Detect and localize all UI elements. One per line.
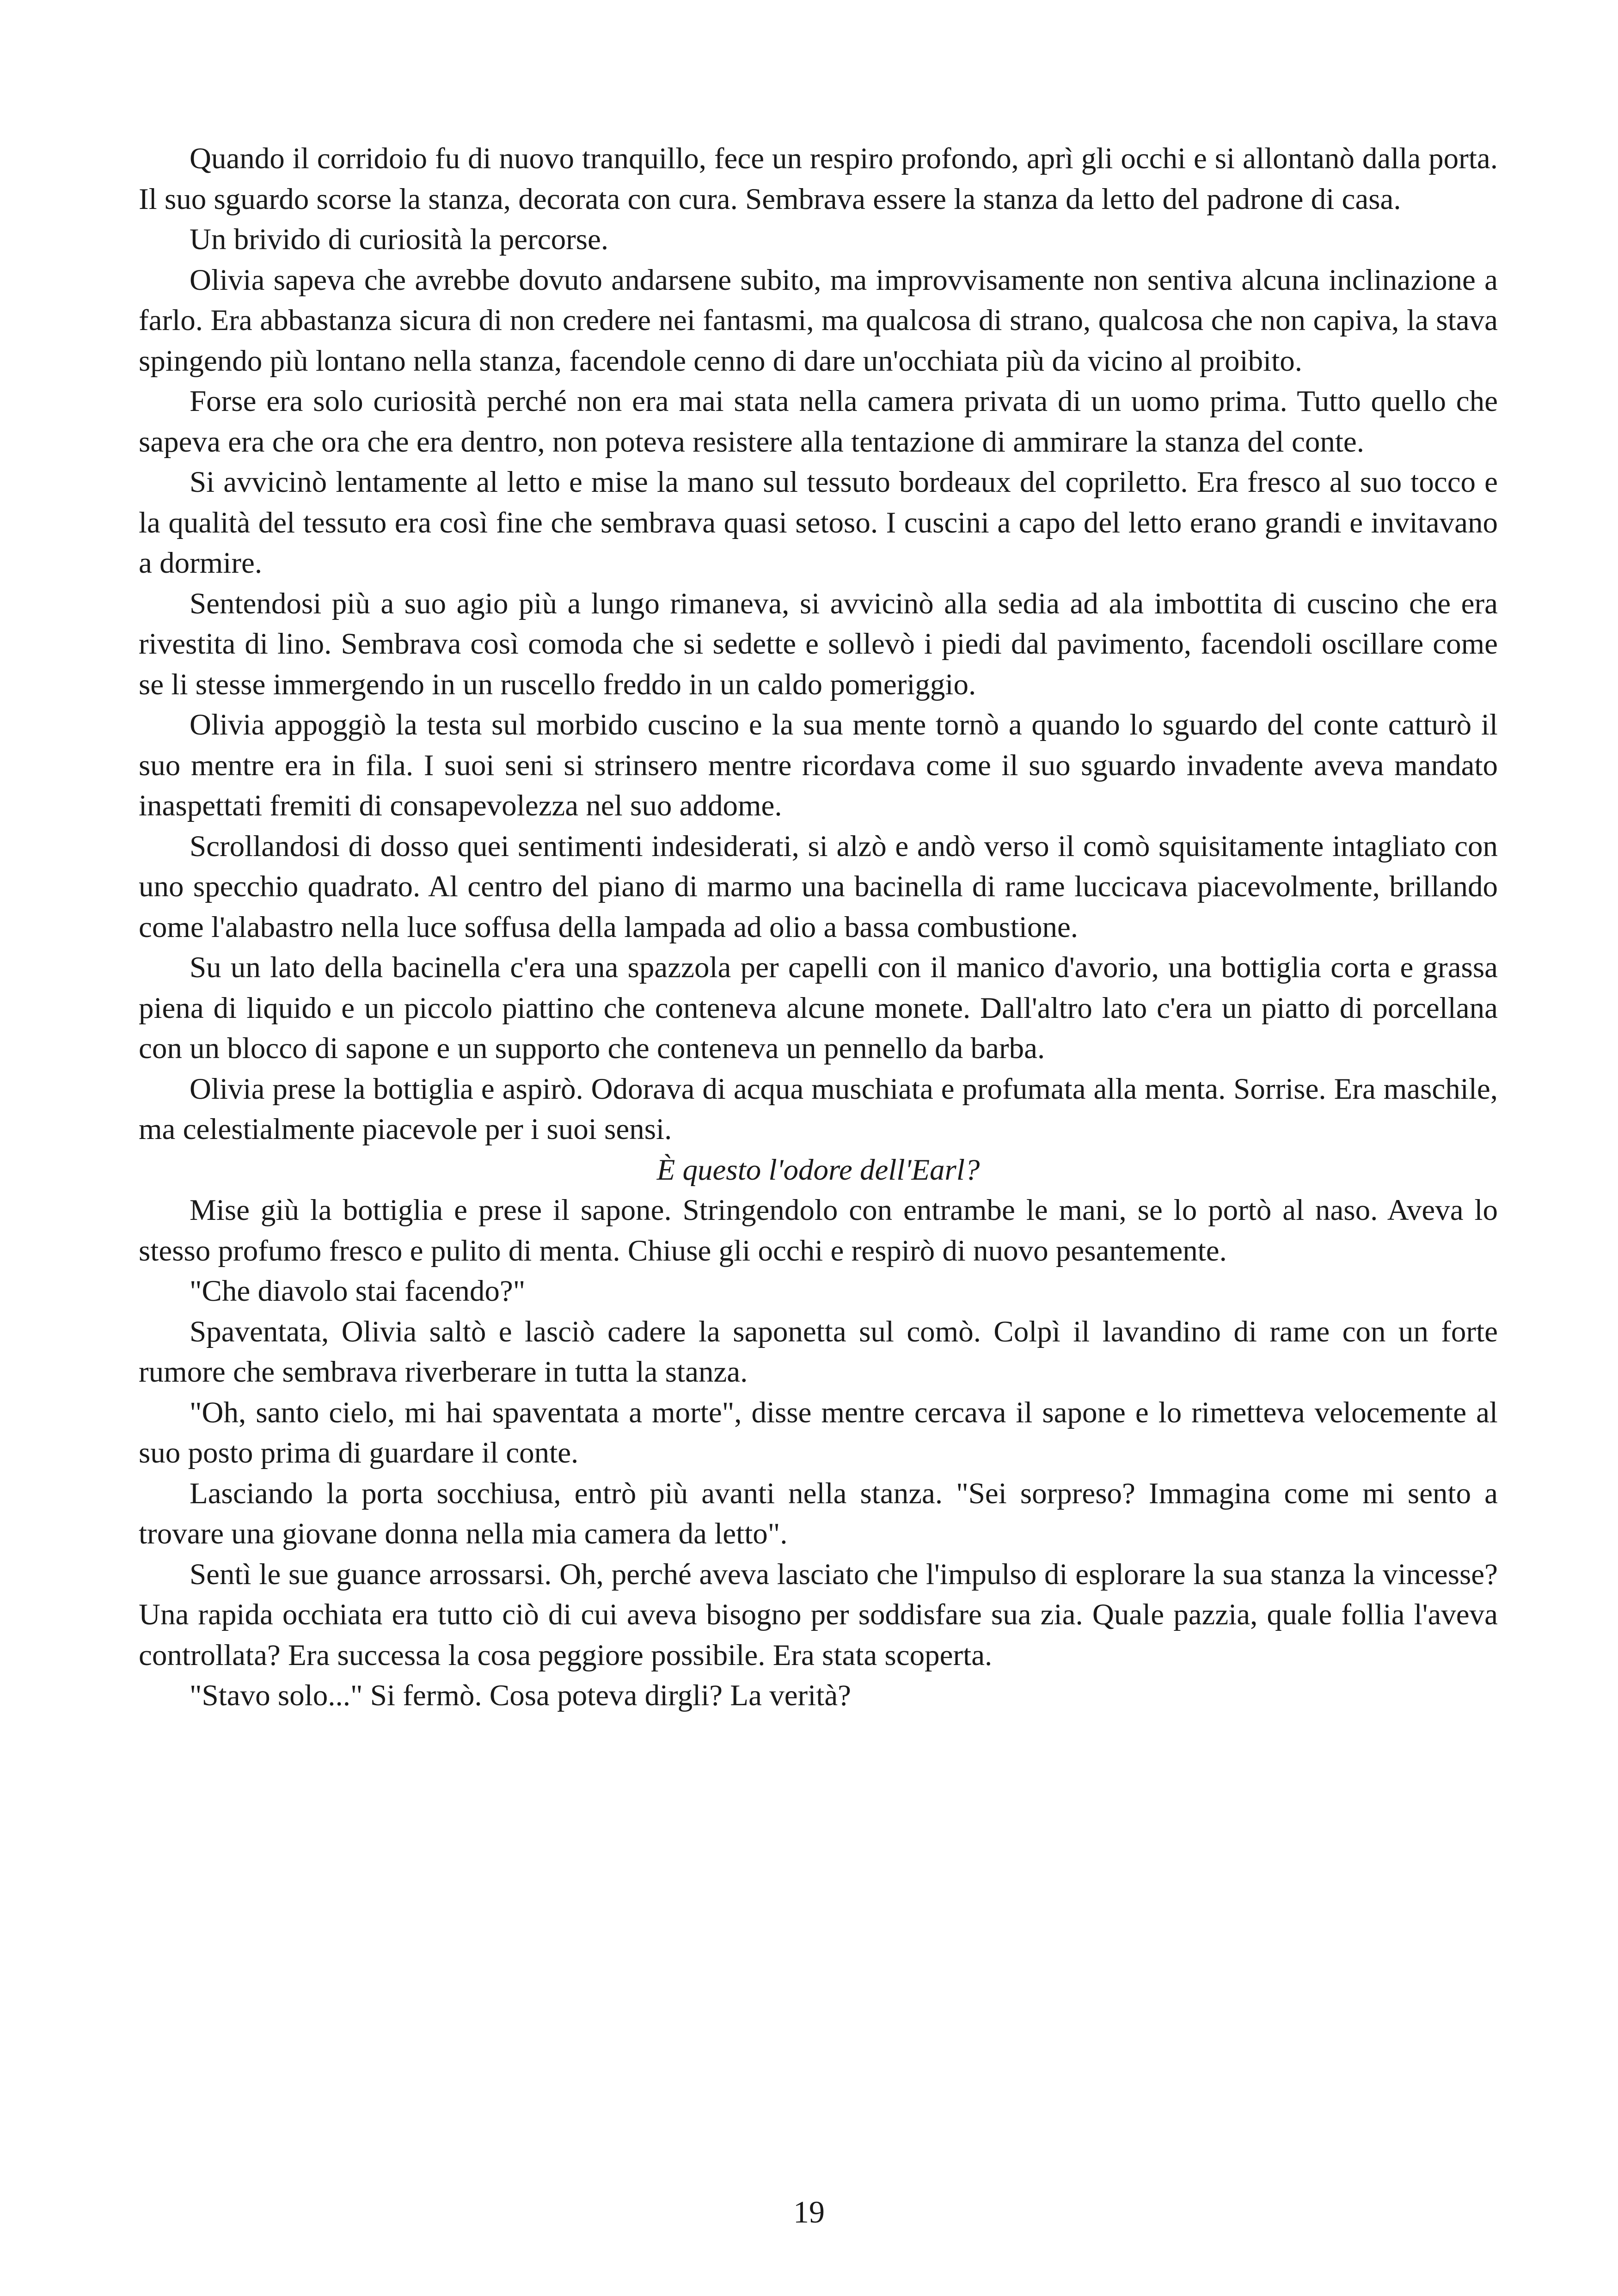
paragraph: Olivia sapeva che avrebbe dovuto andarsene subito, ma improvvisamente non sentiva alcuna inclinazione a farlo. Era abbastanza sicura di non credere nei fantasmi, ma qualcosa di strano, qualcosa che non capiva, la stava spingendo più lontano nella stanza, facendole cenno di dare un'occhiata più da vicino al proibito.	[139, 263, 1498, 378]
paragraph: Si avvicinò lentamente al letto e mise la mano sul tessuto bordeaux del copriletto. Era fresco al suo tocco e la qualità del tessuto era così fine che sembrava quasi setoso. I cuscini a capo del letto erano grandi e invitavano a dormire.	[139, 465, 1498, 580]
paragraph: Mise giù la bottiglia e prese il sapone. Stringendolo con entrambe le mani, se lo portò al naso. Aveva lo stesso profumo fresco e pulito di menta. Chiuse gli occhi e respirò di nuovo pesantemente.	[139, 1194, 1498, 1267]
paragraph: Olivia appoggiò la testa sul morbido cuscino e la sua mente tornò a quando lo sguardo del conte catturò il suo mentre era in fila. I suoi seni si strinsero mentre ricordava come il suo sguardo invadente aveva mandato inaspettati fremiti di consapevolezza nel suo addome.	[139, 708, 1498, 822]
paragraph: Lasciando la porta socchiusa, entrò più avanti nella stanza. "Sei sorpreso? Immagina come mi sento a trovare una giovane donna nella mia camera da letto".	[139, 1476, 1498, 1550]
paragraph: "Stavo solo..." Si fermò. Cosa poteva dirgli? La verità?	[190, 1679, 852, 1712]
paragraph: "Oh, santo cielo, mi hai spaventata a morte", disse mentre cercava il sapone e lo rimetteva velocemente al suo posto prima di guardare il conte.	[139, 1396, 1498, 1469]
paragraph: Olivia prese la bottiglia e aspirò. Odorava di acqua muschiata e profumata alla menta. Sorrise. Era maschile, ma celestialmente piacevole per i suoi sensi.	[139, 1072, 1498, 1146]
page-body	[139, 139, 1498, 1716]
paragraph: Un brivido di curiosità la percorse.	[190, 223, 609, 256]
paragraph: Su un lato della bacinella c'era una spazzola per capelli con il manico d'avorio, una bottiglia corta e grassa piena di liquido e un piccolo piattino che conteneva alcune monete. Dall'altro lato c'era un piatto di porcellana con un blocco di sapone e un supporto che conteneva un pennello da barba.	[139, 951, 1498, 1065]
paragraph: "Che diavolo stai facendo?"	[190, 1274, 526, 1308]
paragraph: Quando il corridoio fu di nuovo tranquillo, fece un respiro profondo, aprì gli occhi e si allontanò dalla porta. Il suo sguardo scorse la stanza, decorata con cura. Sembrava essere la stanza da letto del padrone di casa.	[139, 142, 1498, 216]
paragraph: Scrollandosi di dosso quei sentimenti indesiderati, si alzò e andò verso il comò squisitamente intagliato con uno specchio quadrato. Al centro del piano di marmo una bacinella di rame luccicava piacevolmente, brillando come l'alabastro nella luce soffusa della lampada ad olio a bassa combustione.	[139, 829, 1498, 944]
paragraph: Forse era solo curiosità perché non era mai stata nella camera privata di un uomo prima. Tutto quello che sapeva era che ora che era dentro, non poteva resistere alla tentazione di ammirare la stanza del conte.	[139, 385, 1498, 459]
paragraph: Sentì le sue guance arrossarsi. Oh, perché aveva lasciato che l'impulso di esplorare la sua stanza la vincesse? Una rapida occhiata era tutto ciò di cui aveva bisogno per soddisfare sua zia. Quale pazzia, quale follia l'aveva controllata? Era successa la cosa peggiore possibile. Era stata scoperta.	[139, 1557, 1498, 1672]
paragraph: Sentendosi più a suo agio più a lungo rimaneva, si avvicinò alla sedia ad ala imbottita di cuscino che era rivestita di lino. Sembrava così comoda che si sedette e sollevò i piedi dal pavimento, facendoli oscillare come se li stesse immergendo in un ruscello freddo in un caldo pomeriggio.	[139, 587, 1498, 701]
paragraph: Spaventata, Olivia saltò e lasciò cadere la saponetta sul comò. Colpì il lavandino di rame con un forte rumore che sembrava riverberare in tutta la stanza.	[139, 1315, 1498, 1389]
italic-thought: È questo l'odore dell'Earl?	[656, 1153, 980, 1187]
page-number: 19	[793, 2194, 825, 2229]
